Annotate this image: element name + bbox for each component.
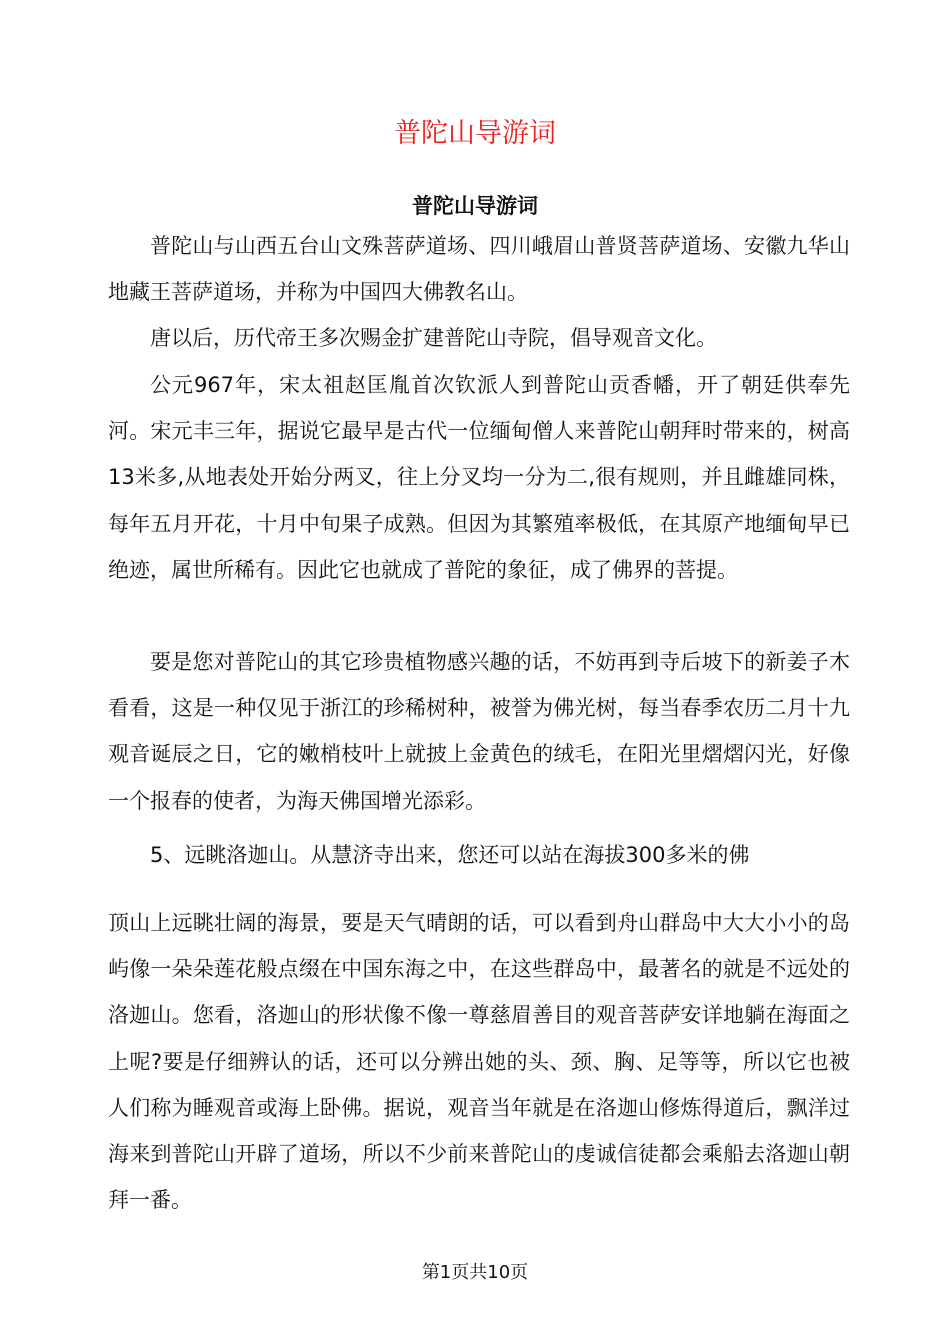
paragraph-plants: 要是您对普陀山的其它珍贵植物感兴趣的话，不妨再到寺后坡下的新姜子木看看，这是一种仅见于浙江的珍稀树种，被誉为佛光树，每当春季农历二月十九观音诞辰之日，它的嫩梢枝叶上就披上金黄色的绒毛，在阳光里熠熠闪光，好像一个报春的使者，为海天佛国增光添彩。 (108, 650, 850, 813)
paragraph-song-dynasty: 公元967年，宋太祖赵匡胤首次钦派人到普陀山贡香幡，开了朝廷供奉先河。宋元丰三年，据说它最早是古代一位缅甸僧人来普陀山朝拜时带来的，树高13米多,从地表处开始分两叉，往上分叉均一分为二,很有规则，并且雌雄同株，每年五月开花，十月中旬果子成熟。但因为其繁殖率极低，在其原产地缅甸早已绝迹，属世所稀有。因此它也就成了普陀的象征，成了佛界的菩提。 (108, 373, 850, 582)
paragraph-four-mountains: 普陀山与山西五台山文殊菩萨道场、四川峨眉山普贤菩萨道场、安徽九华山地藏王菩萨道场，并称为中国四大佛教名山。 (108, 234, 850, 305)
page-title: 普陀山导游词 (394, 118, 556, 149)
paragraph-tang-dynasty: 唐以后，历代帝王多次赐金扩建普陀山寺院，倡导观音文化。 (150, 326, 717, 350)
paragraph-luojia-view: 顶山上远眺壮阔的海景，要是天气晴朗的话，可以看到舟山群岛中大大小小的岛屿像一朵朵莲花般点缀在中国东海之中，在这些群岛中，最著名的就是不远处的洛迦山。您看，洛迦山的形状像不像一尊慈眉善目的观音菩萨安详地躺在海面之上呢?要是仔细辨认的话，还可以分辨出她的头、颈、胸、足等等，所以它也被人们称为睡观音或海上卧佛。据说，观音当年就是在洛迦山修炼得道后，飘洋过海来到普陀山开辟了道场，所以不少前来普陀山的虔诚信徒都会乘船去洛迦山朝拜一番。 (108, 911, 850, 1213)
page-number: 第1页共10页 (421, 1262, 529, 1283)
paragraph-luojia-heading: 5、远眺洛迦山。从慧济寺出来，您还可以站在海拔300多米的佛 (150, 843, 750, 867)
page-subtitle: 普陀山导游词 (412, 194, 538, 218)
